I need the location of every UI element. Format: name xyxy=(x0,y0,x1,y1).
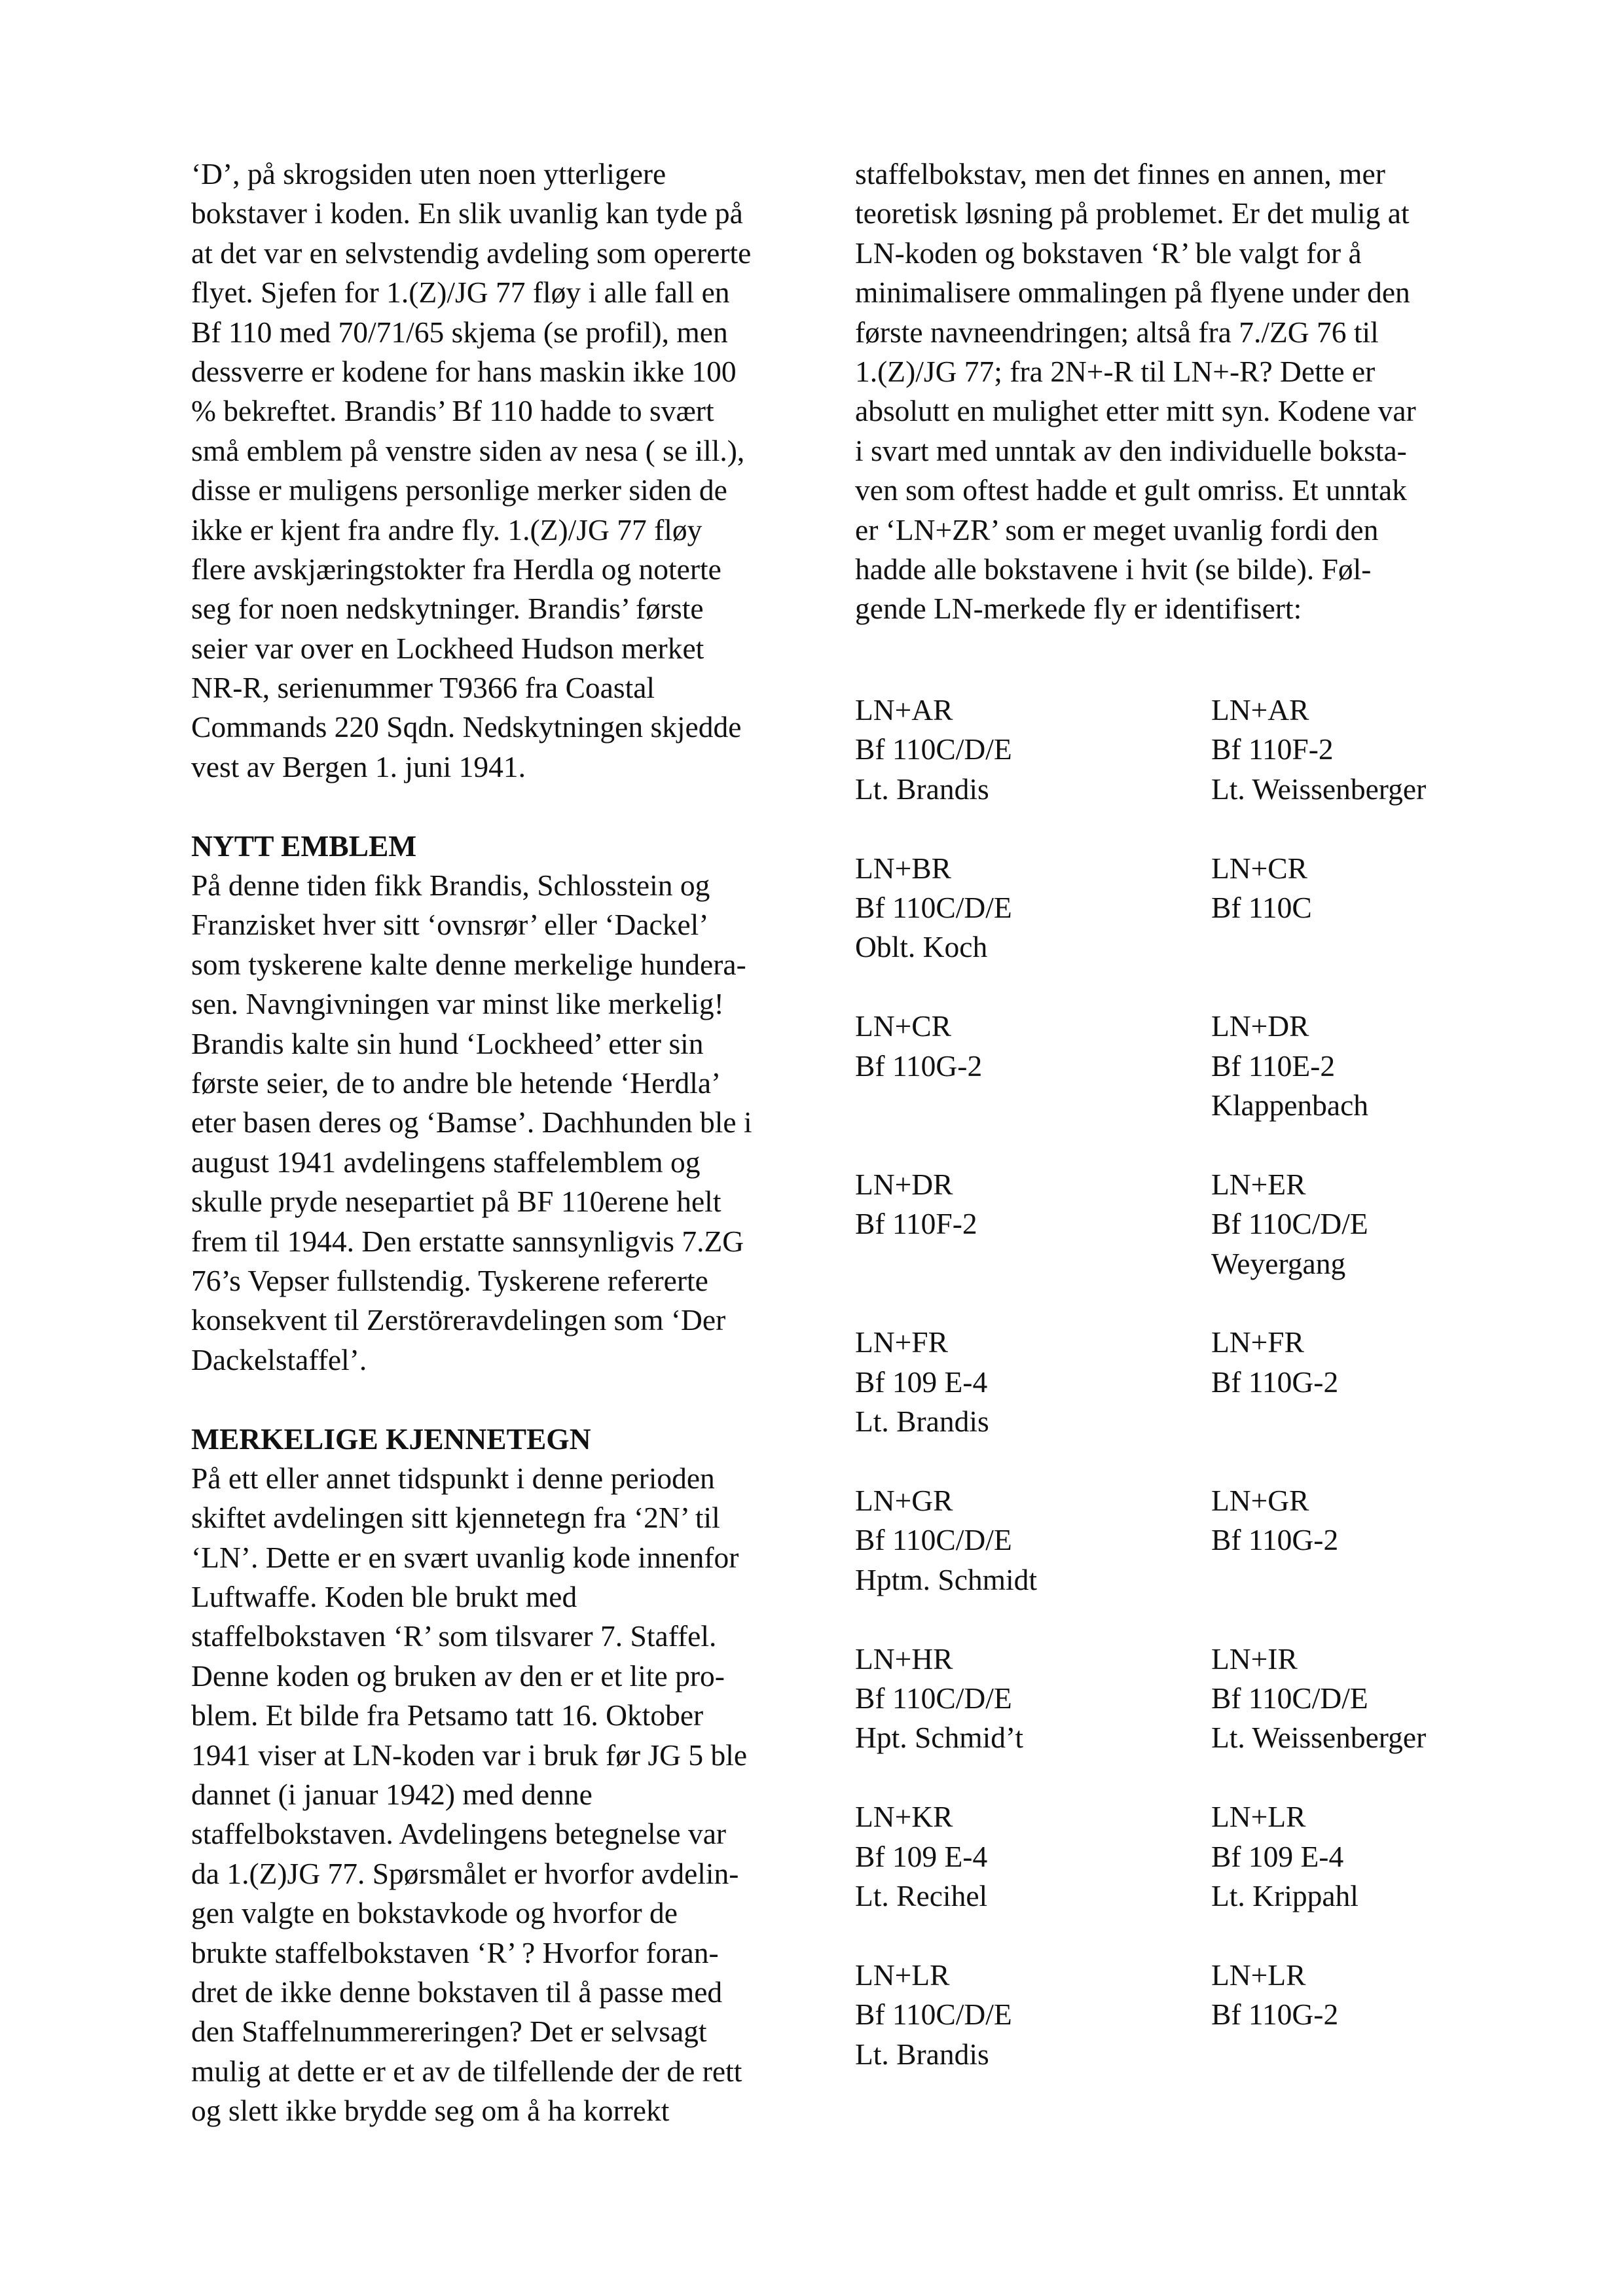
text-line: er ‘LN+ZR’ som er meget uvanlig fordi den xyxy=(855,512,1379,547)
aircraft-code: LN+LR xyxy=(1211,1800,1306,1834)
aircraft-pilot: Lt. Weissenberger xyxy=(1211,1721,1427,1755)
text-line: at det var en selvstendig avdeling som opererte xyxy=(191,236,752,270)
aircraft-pilot: Hpt. Schmid’t xyxy=(855,1721,1024,1755)
aircraft-code: LN+LR xyxy=(855,1958,950,1992)
aircraft-entry xyxy=(1211,849,1565,928)
text-line: frem til 1944. Den erstatte sannsynligvis 7.ZG xyxy=(191,1224,744,1258)
aircraft-type: Bf 110C/D/E xyxy=(855,1998,1012,2032)
text-line: ven som oftest hadde et gult omriss. Et unntak xyxy=(855,473,1407,507)
aircraft-code: LN+DR xyxy=(1211,1009,1309,1043)
aircraft-pilot: Klappenbach xyxy=(1211,1088,1369,1122)
text-line: 1.(Z)/JG 77; fra 2N+-R til LN+-R? Dette er xyxy=(855,354,1376,388)
text-line: og slett ikke brydde seg om å ha korrekt xyxy=(191,2094,670,2128)
text-line: hadde alle bokstavene i hvit (se bilde). Føl- xyxy=(855,552,1372,586)
aircraft-row xyxy=(855,849,1497,1007)
aircraft-entry xyxy=(1211,1007,1565,1125)
aircraft-pilot: Lt. Krippahl xyxy=(1211,1878,1359,1912)
aircraft-entry xyxy=(855,849,1209,967)
aircraft-entry xyxy=(855,1165,1209,1244)
section-heading: MERKELIGE KJENNETEGN xyxy=(191,1422,591,1456)
aircraft-pilot: Oblt. Koch xyxy=(855,930,988,964)
text-line: ikke er kjent fra andre fly. 1.(Z)/JG 77 fløy xyxy=(191,512,702,547)
text-line: Franzisket hver sitt ‘ovnsrør’ eller ‘Dackel’ xyxy=(191,908,709,942)
text-line: teoretisk løsning på problemet. Er det mulig at xyxy=(855,196,1410,230)
aircraft-code: LN+IR xyxy=(1211,1641,1298,1676)
aircraft-code: LN+ER xyxy=(1211,1167,1306,1201)
text-line: Luftwaffe. Koden ble brukt med xyxy=(191,1580,577,1614)
text-line: ‘LN’. Dette er en svært uvanlig kode innenfor xyxy=(191,1540,739,1574)
section-heading: NYTT EMBLEM xyxy=(191,829,417,863)
aircraft-code: LN+GR xyxy=(855,1483,953,1517)
aircraft-type: Bf 110F-2 xyxy=(1211,732,1334,766)
text-line: 76’s Vepser fullstendig. Tyskerene refererte xyxy=(191,1263,708,1297)
text-line: LN-koden og bokstaven ‘R’ ble valgt for å xyxy=(855,236,1362,270)
aircraft-entry xyxy=(855,1007,1209,1086)
aircraft-code: LN+KR xyxy=(855,1800,953,1834)
aircraft-pilot: Hptm. Schmidt xyxy=(855,1562,1038,1596)
aircraft-entry xyxy=(1211,1323,1565,1402)
aircraft-row xyxy=(855,1007,1497,1165)
aircraft-type: Bf 110C/D/E xyxy=(855,1523,1012,1557)
aircraft-entry xyxy=(855,691,1209,809)
text-line: seg for noen nedskytninger. Brandis’ første xyxy=(191,592,704,626)
aircraft-row xyxy=(855,1323,1497,1481)
aircraft-entry xyxy=(1211,1481,1565,1560)
text-line: Brandis kalte sin hund ‘Lockheed’ etter sin xyxy=(191,1026,704,1060)
aircraft-row xyxy=(855,1481,1497,1640)
aircraft-code: LN+AR xyxy=(1211,693,1309,726)
aircraft-pilot: Lt. Brandis xyxy=(855,2037,989,2071)
text-line: gende LN-merkede fly er identifisert: xyxy=(855,592,1302,626)
text-line xyxy=(191,787,820,826)
text-line: dannet (i januar 1942) med denne xyxy=(191,1778,593,1812)
aircraft-entry xyxy=(855,1797,1209,1916)
aircraft-entry xyxy=(855,1323,1209,1441)
text-line: august 1941 avdelingens staffelemblem og xyxy=(191,1145,701,1179)
text-line: den Staffelnummereringen? Det er selvsagt xyxy=(191,2015,707,2049)
aircraft-entry xyxy=(1211,1165,1565,1283)
text-line: brukte staffelbokstaven ‘R’ ? Hvorfor foran- xyxy=(191,1935,719,1969)
text-line: NR-R, serienummer T9366 fra Coastal xyxy=(191,671,655,705)
aircraft-type: Bf 110G-2 xyxy=(1211,1365,1339,1399)
aircraft-code: LN+GR xyxy=(1211,1483,1309,1517)
text-line: vest av Bergen 1. juni 1941. xyxy=(191,749,526,783)
aircraft-type: Bf 110C xyxy=(1211,890,1312,924)
aircraft-type: Bf 110C/D/E xyxy=(855,890,1012,924)
aircraft-row xyxy=(855,1640,1497,1798)
aircraft-type: Bf 109 E-4 xyxy=(855,1839,988,1873)
aircraft-type: Bf 110C/D/E xyxy=(1211,1207,1368,1241)
text-line: 1941 viser at LN-koden var i bruk før JG 5 ble xyxy=(191,1738,748,1772)
aircraft-code: LN+CR xyxy=(855,1009,952,1043)
aircraft-type: Bf 110C/D/E xyxy=(855,1681,1012,1715)
aircraft-pilot: Lt. Brandis xyxy=(855,772,989,806)
aircraft-pilot: Lt. Brandis xyxy=(855,1405,989,1439)
text-line: seier var over en Lockheed Hudson merket xyxy=(191,631,704,665)
text-line: små emblem på venstre siden av nesa ( se ill.), xyxy=(191,433,745,467)
text-line: absolutt en mulighet etter mitt syn. Kodene var xyxy=(855,394,1416,428)
text-line xyxy=(191,1380,820,1419)
text-line: sen. Navngivningen var minst like merkelig! xyxy=(191,987,724,1021)
text-line: skiftet avdelingen sitt kjennetegn fra ‘2N’ til xyxy=(191,1501,720,1535)
aircraft-entry xyxy=(855,1956,1209,2074)
aircraft-code: LN+LR xyxy=(1211,1958,1306,1992)
aircraft-code: LN+BR xyxy=(855,851,952,885)
text-line: Commands 220 Sqdn. Nedskytningen skjedde xyxy=(191,710,742,744)
aircraft-entry xyxy=(855,1640,1209,1758)
text-line: % bekreftet. Brandis’ Bf 110 hadde to svært xyxy=(191,394,714,428)
text-line: staffelbokstaven ‘R’ som tilsvarer 7. Staffel. xyxy=(191,1619,717,1653)
aircraft-pilot: Weyergang xyxy=(1211,1246,1346,1280)
text-line: På ett eller annet tidspunkt i denne perioden xyxy=(191,1461,715,1495)
aircraft-entry xyxy=(855,1481,1209,1600)
text-line: da 1.(Z)JG 77. Spørsmålet er hvorfor avdelin- xyxy=(191,1856,739,1890)
text-line: første navneendringen; altså fra 7./ZG 76 til xyxy=(855,315,1379,349)
aircraft-type: Bf 110F-2 xyxy=(855,1207,977,1241)
text-line: disse er muligens personlige merker siden de xyxy=(191,473,727,507)
text-line: flyet. Sjefen for 1.(Z)/JG 77 fløy i alle fall en xyxy=(191,276,730,310)
aircraft-row xyxy=(855,1956,1497,2114)
aircraft-code: LN+CR xyxy=(1211,851,1308,885)
text-line: mulig at dette er et av de tilfellende der de rett xyxy=(191,2054,742,2088)
aircraft-type: Bf 110G-2 xyxy=(1211,1998,1339,2032)
aircraft-entry xyxy=(1211,1640,1565,1758)
aircraft-entry xyxy=(1211,691,1565,809)
text-line: dessverre er kodene for hans maskin ikke 100 xyxy=(191,354,737,388)
aircraft-code: LN+FR xyxy=(855,1325,948,1359)
aircraft-type: Bf 110C/D/E xyxy=(855,732,1012,766)
aircraft-type: Bf 110G-2 xyxy=(1211,1523,1339,1557)
text-line: eter basen deres og ‘Bamse’. Dachhunden ble i xyxy=(191,1105,752,1139)
aircraft-pilot: Lt. Recihel xyxy=(855,1878,988,1912)
aircraft-code: LN+AR xyxy=(855,693,953,726)
aircraft-entry xyxy=(1211,1956,1565,2035)
text-line: i svart med unntak av den individuelle boksta- xyxy=(855,433,1407,467)
text-line: staffelbokstaven. Avdelingens betegnelse var xyxy=(191,1817,727,1851)
aircraft-code: LN+HR xyxy=(855,1641,953,1676)
aircraft-row xyxy=(855,1797,1497,1956)
aircraft-row xyxy=(855,691,1497,849)
text-line: blem. Et bilde fra Petsamo tatt 16. Oktober xyxy=(191,1698,704,1732)
aircraft-type: Bf 109 E-4 xyxy=(855,1365,988,1399)
aircraft-code-list xyxy=(855,691,1497,2113)
text-line: Denne koden og bruken av den er et lite pro- xyxy=(191,1659,725,1693)
left-text-column xyxy=(191,154,820,2131)
text-line: ‘D’, på skrogsiden uten noen ytterligere xyxy=(191,157,666,190)
text-line: som tyskerene kalte denne merkelige hundera- xyxy=(191,947,746,981)
aircraft-row xyxy=(855,1165,1497,1323)
text-line: første seier, de to andre ble hetende ‘Herdla’ xyxy=(191,1066,721,1100)
text-line: Bf 110 med 70/71/65 skjema (se profil), men xyxy=(191,315,728,349)
text-line: minimalisere ommalingen på flyene under den xyxy=(855,276,1410,310)
text-line: bokstaver i koden. En slik uvanlig kan tyde på xyxy=(191,196,743,230)
text-line: flere avskjæringstokter fra Herdla og noterte xyxy=(191,552,721,586)
text-line: konsekvent til Zerstöreravdelingen som ‘Der xyxy=(191,1303,726,1337)
aircraft-code: LN+FR xyxy=(1211,1325,1304,1359)
aircraft-entry xyxy=(1211,1797,1565,1916)
text-line: På denne tiden fikk Brandis, Schlosstein og xyxy=(191,869,710,903)
text-line: staffelbokstav, men det finnes en annen, mer xyxy=(855,157,1385,190)
aircraft-type: Bf 109 E-4 xyxy=(1211,1839,1344,1873)
text-line: Dackelstaffel’. xyxy=(191,1342,367,1376)
text-line: dret de ikke denne bokstaven til å passe med xyxy=(191,1975,723,2009)
aircraft-type: Bf 110C/D/E xyxy=(1211,1681,1368,1715)
right-text-column xyxy=(855,154,1484,629)
aircraft-type: Bf 110E-2 xyxy=(1211,1049,1336,1083)
aircraft-code: LN+DR xyxy=(855,1167,953,1201)
text-line: gen valgte en bokstavkode og hvorfor de xyxy=(191,1896,678,1930)
aircraft-type: Bf 110G-2 xyxy=(855,1049,983,1083)
aircraft-pilot: Lt. Weissenberger xyxy=(1211,772,1427,806)
text-line: skulle pryde nesepartiet på BF 110erene helt xyxy=(191,1185,721,1219)
